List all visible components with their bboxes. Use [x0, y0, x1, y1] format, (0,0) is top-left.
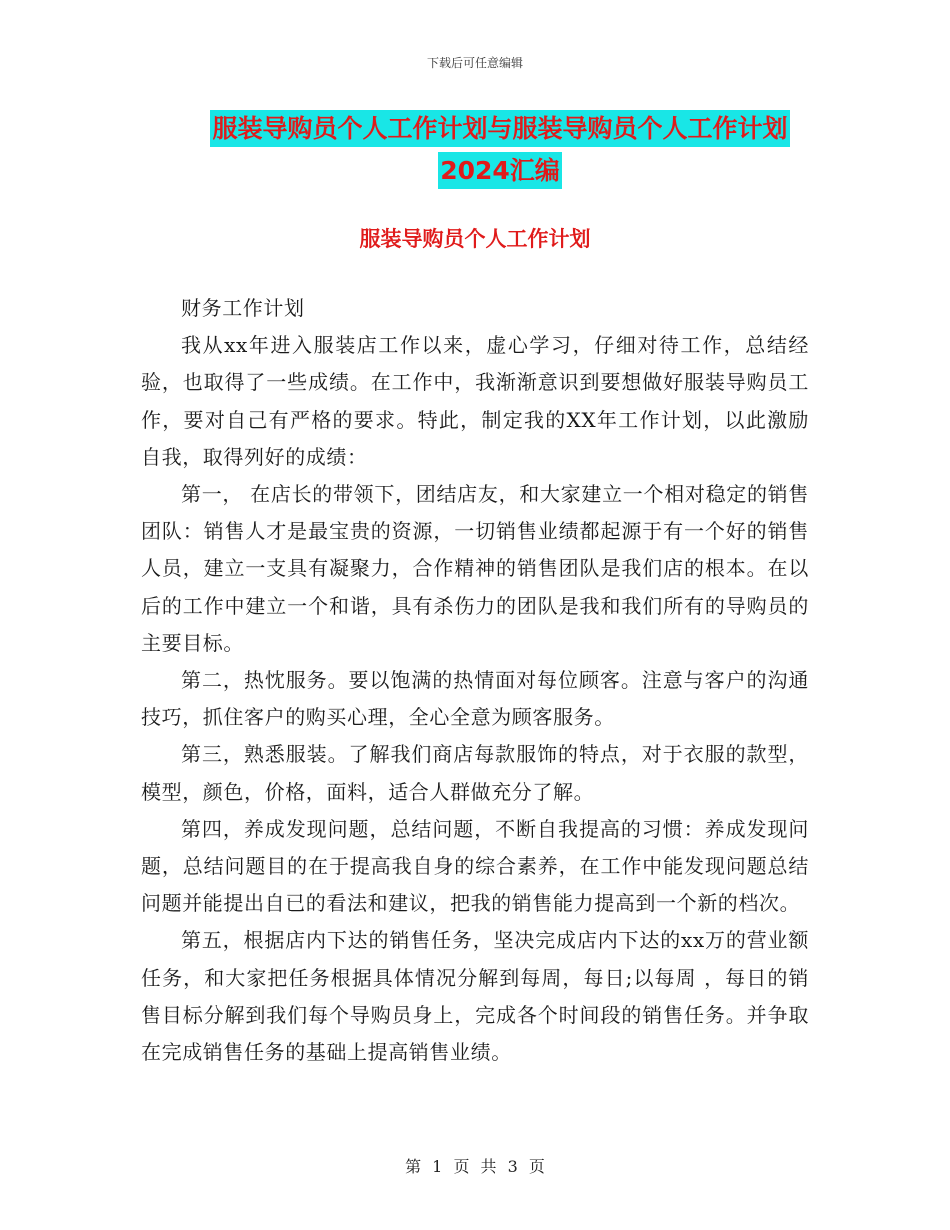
- paragraph: 第二，热忱服务。要以饱满的热情面对每位顾客。注意与客户的沟通技巧，抓住客户的购买心理，全心全意为顾客服务。: [141, 668, 809, 730]
- document-title-line-1: [140, 116, 860, 141]
- document-title-text-2: 2024汇编: [438, 152, 562, 189]
- paragraph: 我从xx年进入服装店工作以来，虚心学习，仔细对待工作，总结经验，也取得了一些成绩。在工作中，我渐渐意识到要想做好服装导购员工作，要对自己有严格的要求。特此，制定我的XX年工作计划，以此激励自我，取得列好的成绩：: [141, 333, 809, 469]
- section-title: 服装导购员个人工作计划: [359, 227, 591, 251]
- header-note: 下载后可任意编辑: [426, 56, 523, 70]
- paragraph: 第五，根据店内下达的销售任务，坚决完成店内下达的xx万的营业额任务，和大家把任务根据具体情况分解到每周，每日;以每周 ，每日的销售目标分解到我们每个导购员身上，完成各个时间段的销售任务。并争取在完成销售任务的基础上提高销售业绩。: [141, 928, 809, 1065]
- paragraph: 第四，养成发现问题，总结问题，不断自我提高的习惯：养成发现问题，总结问题目的在于提高我自身的综合素养，在工作中能发现问题总结问题并能提出自已的看法和建议，把我的销售能力提高到一个新的档次。: [141, 816, 809, 916]
- document-body: [141, 290, 809, 1071]
- paragraph: 财务工作计划: [181, 296, 305, 320]
- page-footer: 第 1 页 共 3 页: [405, 1157, 545, 1176]
- document-title-line-2: [140, 158, 860, 183]
- paragraph: 第一， 在店长的带领下，团结店友，和大家建立一个相对稳定的销售团队：销售人才是最宝贵的资源，一切销售业绩都起源于有一个好的销售人员，建立一支具有凝聚力，合作精神的销售团队是我们店的根本。在以后的工作中建立一个和谐，具有杀伤力的团队是我和我们所有的导购员的主要目标。: [141, 482, 809, 655]
- paragraph: 第三，熟悉服装。了解我们商店每款服饰的特点，对于衣服的款型，模型，颜色，价格，面料，适合人群做充分了解。: [141, 742, 809, 804]
- document-title-text-1: 服装导购员个人工作计划与服装导购员个人工作计划: [210, 110, 789, 147]
